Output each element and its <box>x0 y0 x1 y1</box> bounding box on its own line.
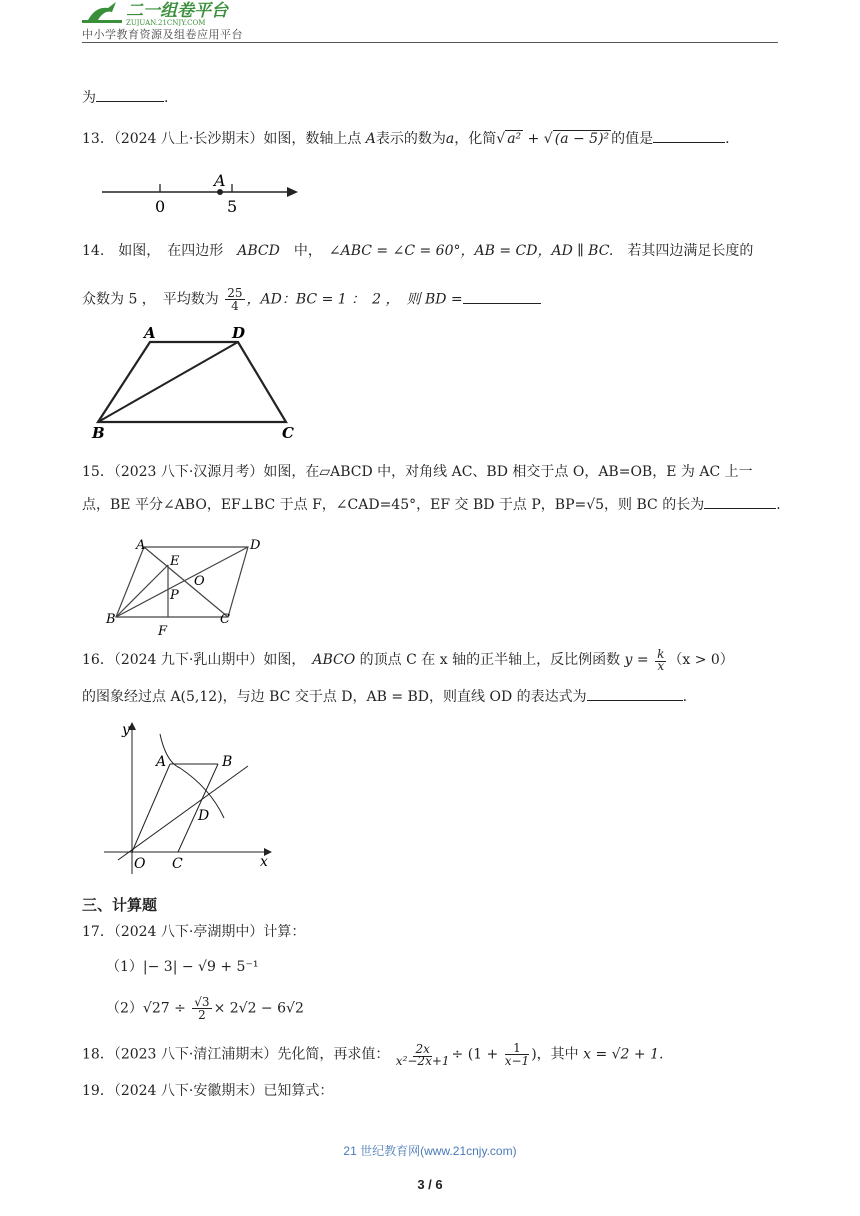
svg-text:B: B <box>222 754 233 770</box>
svg-text:0: 0 <box>155 197 166 216</box>
svg-text:D: D <box>198 808 210 824</box>
svg-text:D: D <box>232 324 246 342</box>
question-15-line1: 15．（2023 八下·汉源月考）如图，在▱ABCD 中，对角线 AC、BD 相交于点 O，AB=OB，E 为 AC 上一 <box>82 464 753 480</box>
question-15-line2: 点，BE 平分∠ABO，EF⊥BC 于点 F，∠CAD=45°，EF 交 BD 于点 P，BP=√5，则 BC 的长为 . <box>82 497 781 513</box>
svg-text:D: D <box>250 538 261 553</box>
svg-text:O: O <box>134 856 146 872</box>
question-18: 18．（2023 八下·清江浦期末）先化简，再求值： $\frac{2x}{\text{x²−2x+1}}$ ÷ (1 + $\frac{1}{x-1}$ )，其中 x = √2 + 1. <box>82 1041 664 1068</box>
svg-text:y: y <box>122 722 130 738</box>
svg-text:C: C <box>282 424 294 442</box>
q14-figure <box>88 322 308 446</box>
svg-text:A: A <box>136 538 146 553</box>
q16-figure <box>100 718 280 882</box>
header-subtitle: 中小学教育资源及组卷应用平台 <box>82 28 243 41</box>
question-14-line2: 众数为 5 ， 平均数为 $\frac{25}{4}$ ，AD：BC = 1 ： 2 ， 则 BD = <box>82 287 541 312</box>
question-16-line1: 16．（2024 九下·乳山期中）如图， ABCO 的顶点 C 在 x 轴的正半轴上，反比例函数 $y = \frac{k}{x}$ （x > 0） <box>82 647 734 673</box>
question-17: 17．（2024 八下·亭湖期中）计算： <box>82 924 306 940</box>
svg-text:A: A <box>144 324 156 342</box>
question-19: 19．（2024 八下·安徽期末）已知算式： <box>82 1083 334 1099</box>
svg-text:E: E <box>170 554 180 569</box>
question-14-line1: 14. 如图， 在四边形 ABCD 中， ∠ABC = ∠C = 60°，AB = CD，AD ∥ BC. 若其四边满足长度的 <box>82 243 754 259</box>
svg-text:5: 5 <box>227 197 238 216</box>
header-rule <box>82 42 778 43</box>
footer-link[interactable]: 21 世纪教育网(www.21cnjy.com) <box>343 1144 517 1158</box>
answer-blank <box>463 290 541 304</box>
svg-text:P: P <box>170 588 179 603</box>
svg-text:A: A <box>214 172 226 190</box>
section-title: 三、计算题 <box>82 896 158 914</box>
answer-blank <box>96 88 164 102</box>
svg-text:B: B <box>106 612 116 627</box>
answer-blank <box>653 129 725 143</box>
svg-text:x: x <box>260 854 268 870</box>
site-logo <box>82 0 272 26</box>
svg-text:A: A <box>156 754 167 770</box>
svg-text:F: F <box>158 624 168 639</box>
svg-text:B: B <box>92 424 105 442</box>
svg-text:O: O <box>194 574 205 589</box>
svg-text:C: C <box>172 856 183 872</box>
question-13: 13．（2024 八上·长沙期末）如图，数轴上点 A表示的数为a，化简√ a² + √ (a − 5)² 的值是 . <box>82 131 730 147</box>
question-16-line2: 的图象经过点 A(5,12)，与边 BC 交于点 D，AB = BD，则直线 OD 的表达式为 . <box>82 689 688 705</box>
answer-blank <box>587 687 683 701</box>
q12-tail: 为 . <box>82 90 169 106</box>
q13-number-line <box>98 172 308 222</box>
logo-text: 二一组卷平台 <box>126 1 228 21</box>
answer-blank <box>704 495 776 509</box>
logo-runner-icon <box>88 2 116 20</box>
page-number: 3 / 6 <box>417 1177 443 1192</box>
q17-part1: （1）|− 3| − √9 + 5⁻¹ <box>106 959 259 975</box>
q17-part2: （2）√27 ÷ $\frac{√3}{2}$ × 2√2 − 6√2 <box>106 995 304 1022</box>
q15-figure <box>104 535 274 643</box>
logo-url: ZUJUAN.21CNJY.COM <box>126 19 206 26</box>
svg-text:C: C <box>220 612 230 627</box>
